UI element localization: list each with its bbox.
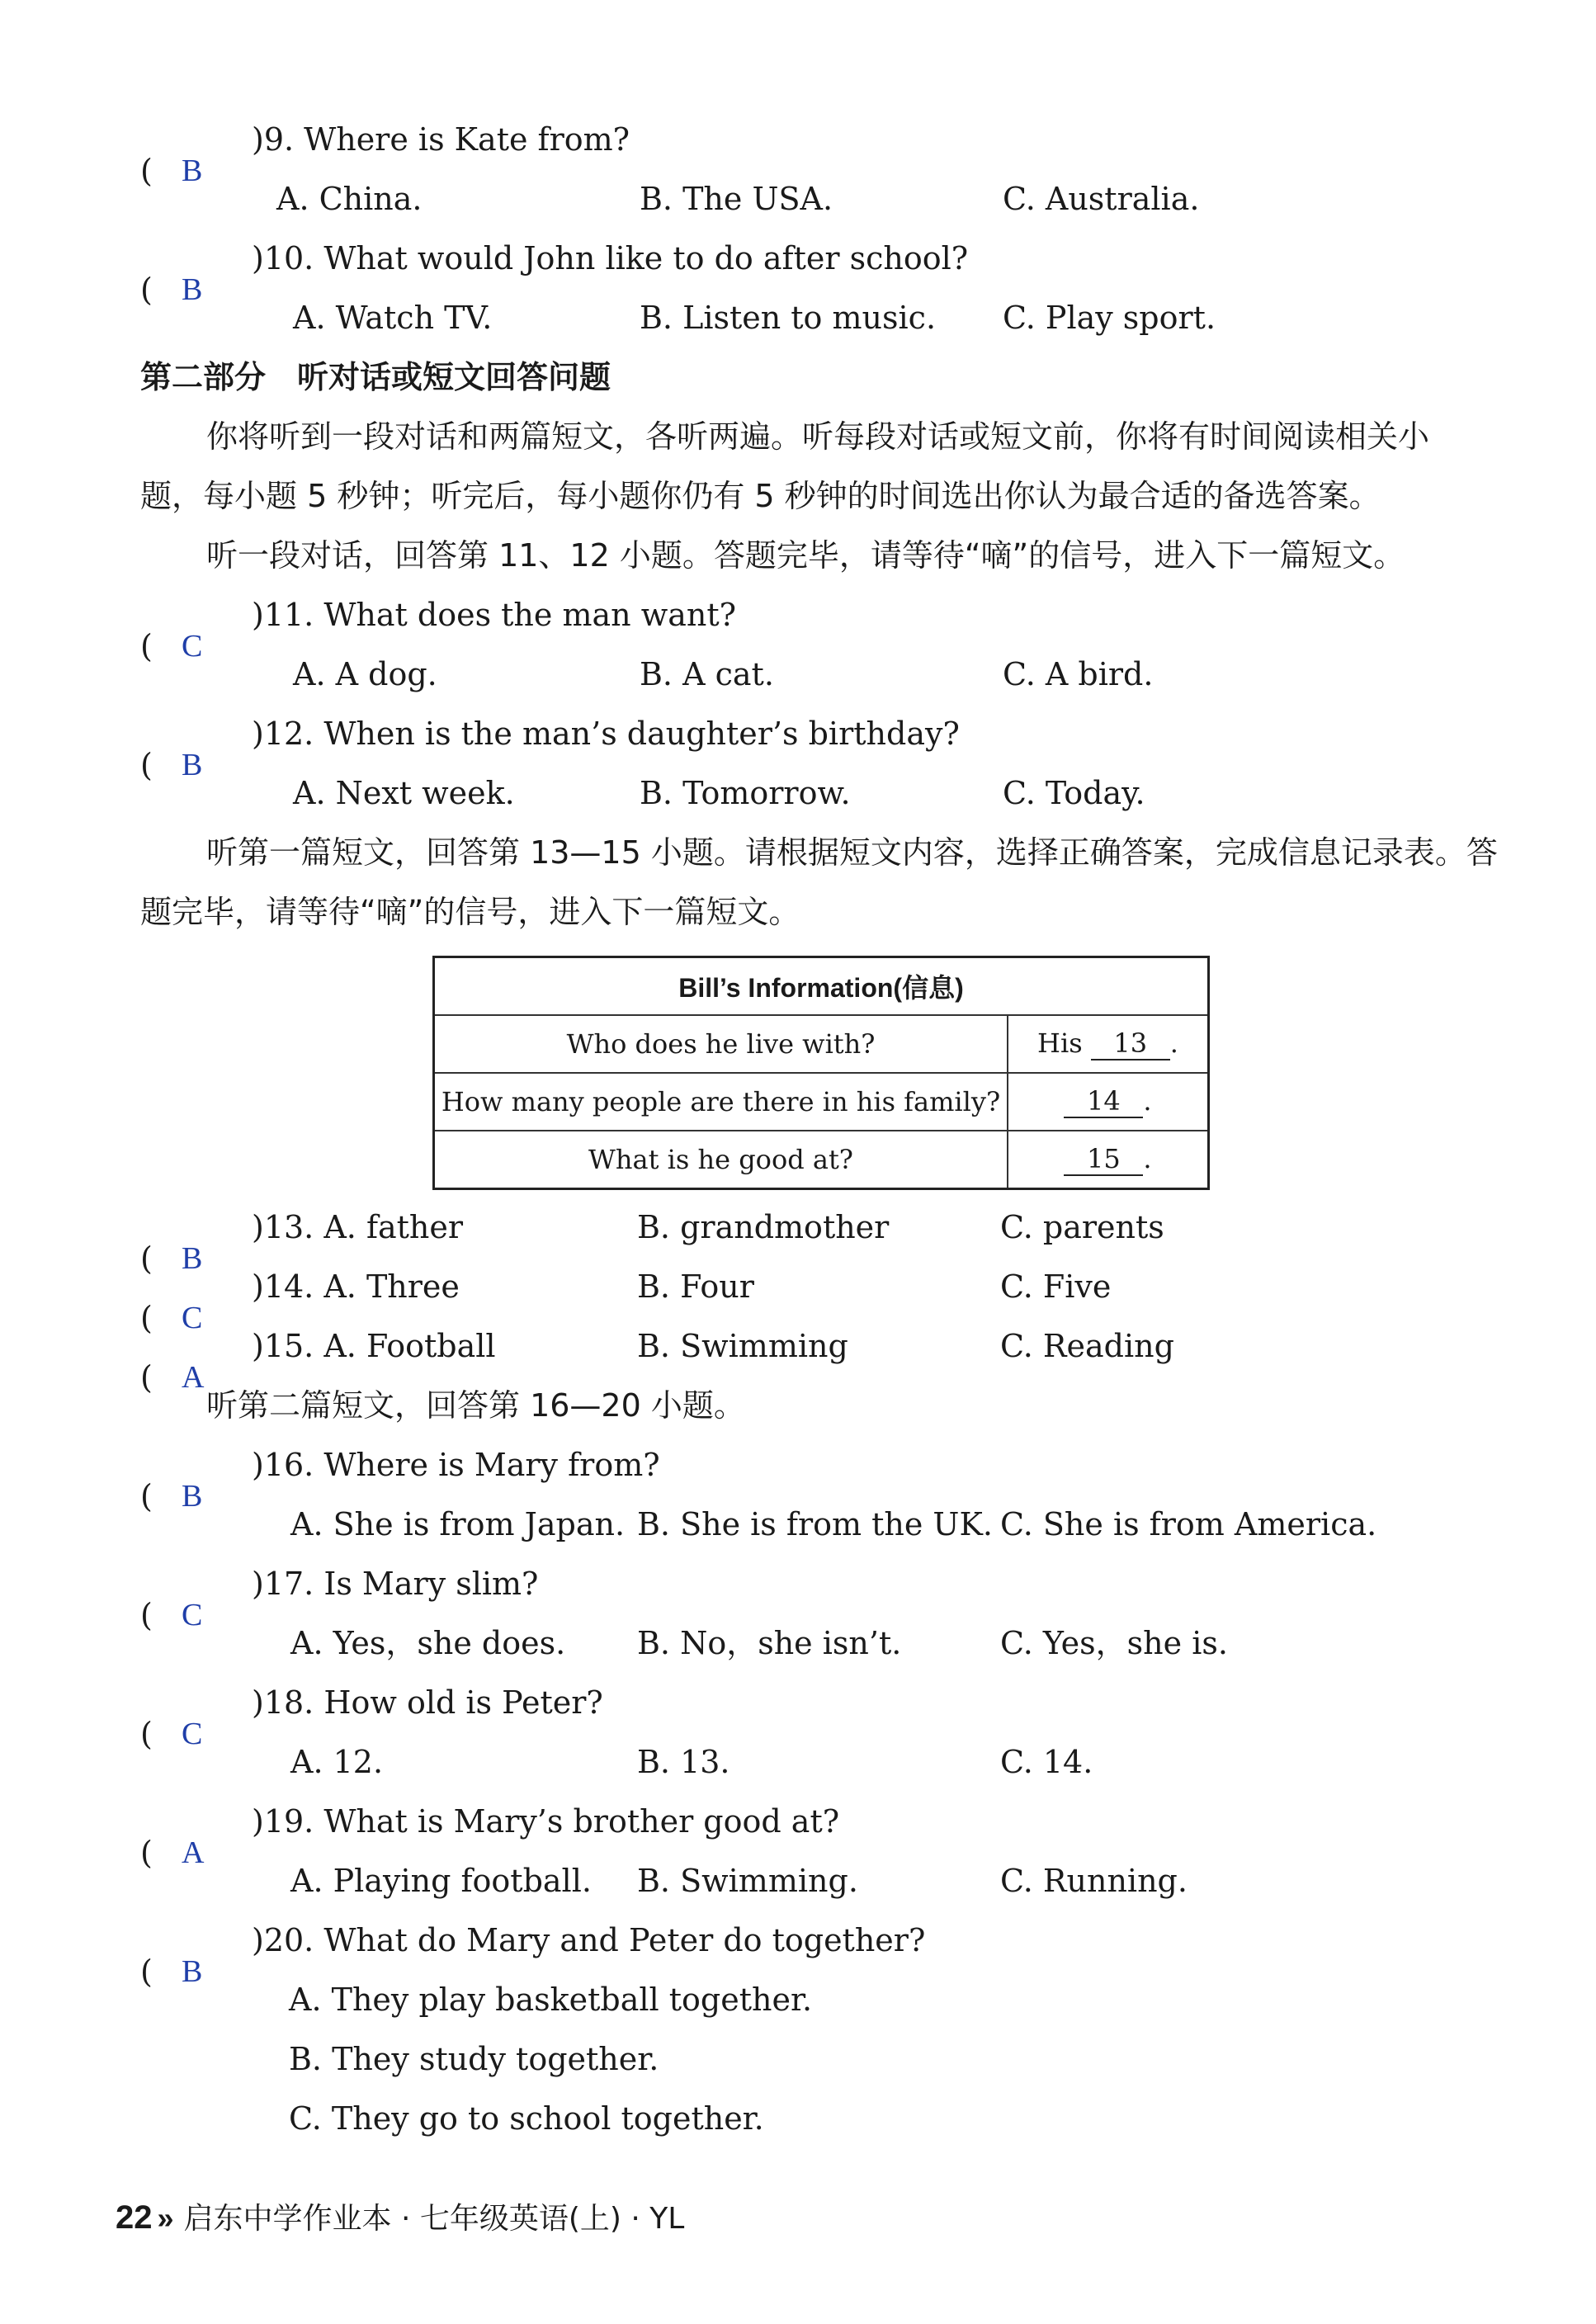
option-b: B. Swimming.: [637, 1863, 858, 1899]
table-answer-cell: [1008, 1073, 1209, 1131]
page-number: 22: [116, 2199, 153, 2236]
info-table: [432, 956, 1210, 1190]
option-b: B. No，she isn’t.: [637, 1625, 902, 1661]
answer-letter: C: [182, 629, 203, 664]
table-row: [434, 1015, 1209, 1073]
table-question: Who does he live with?: [434, 1015, 1008, 1073]
option-c: C. Australia.: [1003, 181, 1200, 217]
question-text: )16. Where is Mary from?: [252, 1447, 660, 1483]
option-a: A. She is from Japan.: [290, 1506, 626, 1542]
option-b: B. A cat.: [640, 656, 774, 692]
answer-letter: B: [182, 748, 203, 782]
intro-line-2: 题，每小题 5 秒钟；听完后，每小题你仍有 5 秒钟的时间选出你认为最合适的备选答案。: [140, 478, 1381, 514]
question-text: )17. Is Mary slim?: [252, 1566, 539, 1602]
question-text: )12. When is the man’s daughter’s birthday?: [252, 716, 960, 752]
table-row: [434, 1131, 1209, 1189]
question-text: )9. Where is Kate from?: [252, 121, 630, 158]
question-16: ( B )16. Where is Mary from?: [140, 1444, 660, 1486]
blank-suffix: .: [1143, 1143, 1152, 1174]
blank-number: 14: [1064, 1085, 1143, 1118]
table-question: What is he good at?: [434, 1131, 1008, 1189]
option-c: C. A bird.: [1003, 656, 1154, 692]
option-c: C. She is from America.: [1000, 1506, 1377, 1542]
blank-suffix: .: [1143, 1085, 1152, 1117]
answer-letter: B: [182, 154, 203, 188]
question-text: )13. A. father: [252, 1209, 464, 1245]
option-a: A. A dog.: [293, 656, 437, 692]
passage2-instruction: 听第二篇短文，回答第 16—20 小题。: [206, 1387, 745, 1424]
option-c: C. They go to school together.: [289, 2100, 764, 2137]
option-c: C. Yes，she is.: [1000, 1625, 1228, 1661]
answer-letter: B: [182, 1241, 203, 1276]
question-10: ( B )10. What would John like to do after school?: [140, 238, 968, 279]
intro-line-1: 你将听到一段对话和两篇短文，各听两遍。听每段对话或短文前，你将有时间阅读相关小: [206, 418, 1430, 455]
dialog-instruction: 听一段对话，回答第 11、12 小题。答题完毕，请等待“嘀”的信号，进入下一篇短文。: [206, 537, 1405, 574]
question-17: ( C )17. Is Mary slim?: [140, 1563, 538, 1604]
option-b: B. She is from the UK.: [637, 1506, 993, 1542]
table-answer-cell: [1008, 1131, 1209, 1189]
option-a: A. Yes，she does.: [290, 1625, 566, 1661]
answer-letter: C: [182, 1301, 203, 1335]
option-a: A. Next week.: [293, 775, 515, 811]
question-15: ( A )15. A. Football: [140, 1325, 496, 1367]
option-b: B. They study together.: [289, 2041, 659, 2077]
option-a: A. They play basketball together.: [289, 1982, 813, 2018]
blank-suffix: .: [1169, 1027, 1178, 1059]
option-c: C. parents: [1000, 1209, 1164, 1245]
table-title: Bill’s Information(信息): [434, 957, 1209, 1016]
page-footer: [116, 2195, 684, 2237]
question-text: )19. What is Mary’s brother good at?: [252, 1803, 840, 1840]
answer-letter: C: [182, 1717, 203, 1751]
option-b: B. Swimming: [637, 1328, 848, 1364]
book-title: 启东中学作业本 · 七年级英语(上) · YL: [183, 2202, 685, 2236]
answer-letter: B: [182, 272, 203, 307]
table-row: [434, 1073, 1209, 1131]
question-text: )10. What would John like to do after school?: [252, 240, 969, 276]
question-13: ( B )13. A. father: [140, 1207, 463, 1248]
option-a: A. Watch TV.: [293, 300, 493, 336]
question-11: ( C )11. What does the man want?: [140, 594, 736, 635]
option-c: C. Play sport.: [1003, 300, 1216, 336]
passage1-instruction-1: 听第一篇短文，回答第 13—15 小题。请根据短文内容，选择正确答案，完成信息记录表。答: [206, 834, 1498, 871]
question-14: ( C )14. A. Three: [140, 1266, 460, 1307]
option-b: B. Listen to music.: [640, 300, 937, 336]
question-19: ( A )19. What is Mary’s brother good at?: [140, 1801, 839, 1842]
section-title: 第二部分 听对话或短文回答问题: [140, 359, 611, 395]
option-a: A. 12.: [290, 1744, 384, 1780]
question-12: ( B )12. When is the man’s daughter’s birthday?: [140, 713, 960, 754]
option-a: A. Playing football.: [290, 1863, 592, 1899]
option-b: B. grandmother: [637, 1209, 890, 1245]
blank-prefix: His: [1037, 1027, 1083, 1059]
answer-letter: C: [182, 1598, 203, 1632]
question-text: )11. What does the man want?: [252, 597, 736, 633]
option-b: B. The USA.: [640, 181, 833, 217]
option-c: C. Running.: [1000, 1863, 1188, 1899]
option-b: B. 13.: [637, 1744, 730, 1780]
blank-number: 15: [1064, 1143, 1143, 1176]
answer-letter: B: [182, 1954, 203, 1989]
option-c: C. Five: [1000, 1268, 1112, 1305]
blank-number: 13: [1091, 1027, 1170, 1060]
option-a: A. China.: [276, 181, 423, 217]
question-20: ( B )20. What do Mary and Peter do together?: [140, 1920, 925, 1961]
option-b: B. Four: [637, 1268, 754, 1305]
option-c: C. Reading: [1000, 1328, 1174, 1364]
table-question: How many people are there in his family?: [434, 1073, 1008, 1131]
table-answer-cell: [1008, 1015, 1209, 1073]
option-c: C. 14.: [1000, 1744, 1093, 1780]
question-text: )14. A. Three: [252, 1268, 460, 1305]
option-c: C. Today.: [1003, 775, 1145, 811]
option-b: B. Tomorrow.: [640, 775, 851, 811]
question-text: )20. What do Mary and Peter do together?: [252, 1922, 926, 1958]
answer-letter: A: [182, 1835, 205, 1870]
passage1-instruction-2: 题完毕，请等待“嘀”的信号，进入下一篇短文。: [140, 894, 800, 930]
answer-letter: B: [182, 1479, 203, 1514]
question-text: )18. How old is Peter?: [252, 1684, 603, 1721]
table-header-row: [434, 957, 1209, 1016]
chevron-right-icon: »: [157, 2201, 174, 2235]
answer-letter: A: [182, 1360, 205, 1395]
question-9: ( B )9. Where is Kate from?: [140, 119, 630, 160]
question-18: ( C )18. How old is Peter?: [140, 1682, 603, 1723]
question-text: )15. A. Football: [252, 1328, 496, 1364]
